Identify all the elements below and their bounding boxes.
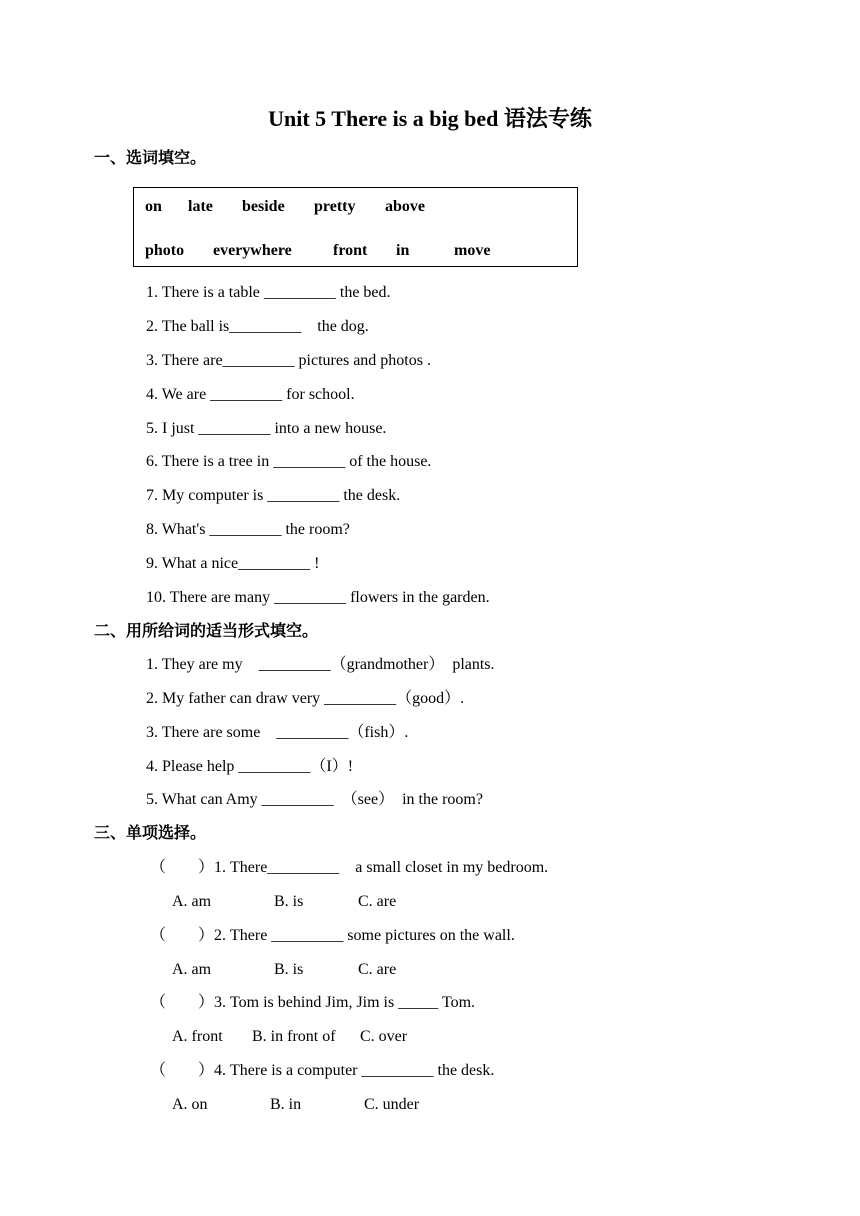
word-bank-word: everywhere (213, 242, 292, 259)
page-title: Unit 5 There is a big bed 语法专练 (268, 106, 592, 131)
option-c: C. are (358, 961, 397, 978)
exercise-item: 2. The ball is_________ the dog. (146, 318, 369, 335)
section-heading-1: 一、选词填空。 (94, 148, 207, 167)
word-bank-word: in (396, 242, 410, 259)
exercise-item: 8. What's _________ the room? (146, 521, 350, 538)
question-stem: （ ）2. There _________ some pictures on the wall. (150, 927, 515, 944)
option-c: C. under (364, 1096, 420, 1113)
option-b: B. in front of (252, 1028, 336, 1045)
exercise-item: 6. There is a tree in _________ of the house. (146, 453, 432, 470)
word-bank-box (133, 187, 578, 267)
option-a: A. on (172, 1096, 208, 1113)
section-heading-2: 二、用所给词的适当形式填空。 (94, 621, 319, 640)
exercise-item: 9. What a nice_________ ! (146, 555, 320, 572)
exercise-item: 2. My father can draw very _________（good）. (146, 690, 465, 707)
option-b: B. is (274, 961, 304, 978)
word-bank-word: on (145, 198, 162, 215)
option-b: B. in (270, 1096, 302, 1113)
word-bank-word: beside (242, 198, 285, 215)
word-bank-word: photo (145, 242, 185, 259)
question-stem: （ ）3. Tom is behind Jim, Jim is _____ Tom. (150, 994, 476, 1011)
exercise-item: 5. I just _________ into a new house. (146, 420, 387, 437)
option-b: B. is (274, 893, 304, 910)
option-a: A. am (172, 961, 212, 978)
exercise-item: 5. What can Amy _________ （see） in the room? (146, 791, 483, 808)
exercise-item: 7. My computer is _________ the desk. (146, 487, 401, 504)
question-stem: （ ）1. There_________ a small closet in my bedroom. (150, 859, 549, 876)
word-bank-word: pretty (314, 198, 356, 215)
word-bank-word: above (385, 198, 425, 215)
exercise-item: 4. Please help _________（I）! (146, 758, 354, 775)
word-bank-word: move (454, 242, 491, 259)
word-bank-word: front (333, 242, 368, 259)
exercise-item: 3. There are some _________（fish）. (146, 724, 409, 741)
exercise-item: 1. There is a table _________ the bed. (146, 284, 391, 301)
question-stem: （ ）4. There is a computer _________ the desk. (150, 1062, 495, 1079)
word-bank-word: late (188, 198, 213, 215)
section-heading-3: 三、单项选择。 (94, 823, 207, 842)
option-a: A. am (172, 893, 212, 910)
exercise-item: 3. There are_________ pictures and photos . (146, 352, 431, 369)
exercise-item: 1. They are my _________（grandmother） plants. (146, 656, 495, 673)
option-c: C. over (360, 1028, 408, 1045)
exercise-item: 10. There are many _________ flowers in the garden. (146, 589, 490, 606)
option-a: A. front (172, 1028, 223, 1045)
exercise-item: 4. We are _________ for school. (146, 386, 355, 403)
option-c: C. are (358, 893, 397, 910)
